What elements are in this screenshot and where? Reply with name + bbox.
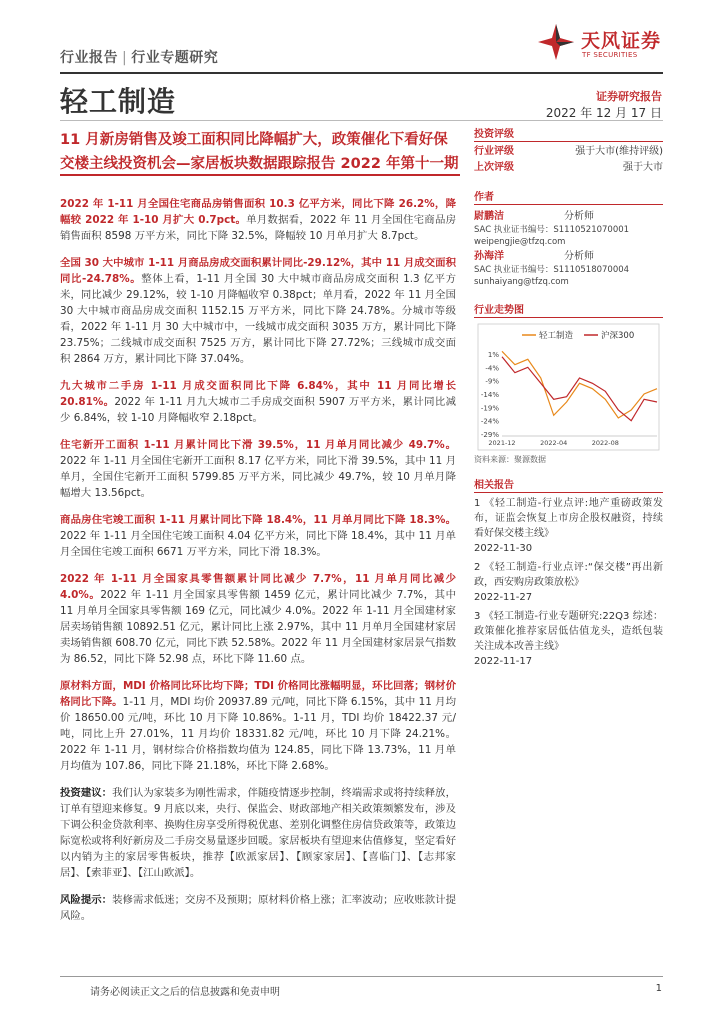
sector-rule [60,120,663,121]
paragraph-highlight: 九大城市二手房 1-11 月成交面积同比下降 6.84%，其中 11 月同比增长 20.81%。 [60,380,456,408]
related-report-no: 3 [474,611,481,622]
author-role: 分析师 [564,251,594,262]
series-line [502,357,657,421]
related-report-item[interactable] [474,496,663,556]
sector-title: 轻工制造 [60,85,177,118]
rating-row [474,144,663,160]
rating-value: 强于大市 [623,162,663,173]
y-tick-label: -24% [480,417,499,426]
paragraph-body: 装修需求低迷；交房不及预期；原材料价格上涨；汇率波动；应收账款计提风险。 [60,894,456,922]
paragraph-body: 2022 年 1-11 月全国家具零售额 1459 亿元，累计同比减少 7.7%，其中 11 月单月全国家具零售额 169 亿元，同比减少 4.0%。2022 年 1-11 月全国建材家居卖场销售额 10892.51 亿元，累计同比上涨 2.97%，其中 11 月单月全国建材家居卖场销售额 608.70 亿元，同比下跌 52.58%。2022 年 11 月全国建材家居景气指数为 86.52，同比下降 52.98 点，环比下降 11.60 点。 [60,589,456,665]
related-list [474,496,663,669]
paragraph-body: 2022 年 1-11 月九大城市二手房成交面积 5907 万平方米，累计同比减少 6.84%，较 1-10 月降幅收窄 2.18pct。 [60,396,457,424]
summary-paragraph [60,437,456,501]
footer-disclaimer: 请务必阅读正文之后的信息披露和免责申明 [90,987,280,998]
logo-text-en: TF SECURITIES [582,51,638,59]
author-name: 尉鹏洁 [474,211,504,222]
page-number: 1 [655,983,662,994]
logo-mark-icon [534,20,578,64]
related-report-title: 《轻工制造-行业点评:“保交楼”再出新政，西安购房政策放松》 [474,562,663,588]
author-email[interactable]: weipengjie@tfzq.com [474,237,566,247]
summary-paragraph [60,892,456,924]
author-block [474,188,663,288]
x-tick-label: 2022-08 [591,439,619,447]
summary-paragraph [60,378,456,426]
related-block [474,476,663,673]
y-tick-label: -29% [480,431,499,439]
y-tick-label: 1% [487,351,499,359]
paragraph-body: 整体上看，1-11 月全国 30 大中城市商品房成交面积 1.3 亿平方米，同比减少 29.12%，较 1-10 月降幅收窄 0.38pct；单月看，2022 年 11 月全国 30 大中城市商品房成交面积 1152.15 万平方米，同比下降 24.78%。分城市等级看，2022 年 1-11 月 30 大中城市中，一线城市成交面积 3035 万方，累计同比下降 23.75%；二线城市成交面积 7525 万方，累计同比下降 27.72%；三线城市成交面积 2864 万方，累计同比下降 37.04%。 [60,273,457,365]
related-report-item[interactable] [474,609,663,669]
author-role: 分析师 [564,211,594,222]
author-entry [474,250,663,288]
paragraph-body: 我们认为家装多为刚性需求，伴随疫情逐步控制，终端需求或将持续释放，订单有望迎来修复。9 月底以来，央行、保监会、财政部地产相关政策频繁发布，涉及下调公积金贷款利率、换购住房享受所得税优惠、差别化调整住房信贷政策等，政策边际宽松或将利好新房及二手房交易量逐步回暖。家居板块有望迎来估值修复，坚定看好以内销为主的家居零售板块，推荐【欧派家居】、【顾家家居】、【喜临门】、【志邦家居】、【索菲亚】、【江山欧派】。 [60,787,456,879]
rating-key: 行业评级 [474,146,514,157]
paragraph-highlight: 2022 年 1-11 月全国住宅商品房销售面积 10.3 亿平方米，同比下降 26.2%，降幅较 2022 年 1-10 月扩大 0.7pct。 [60,198,456,226]
rating-key: 上次评级 [474,162,514,173]
rating-value: 强于大市(维持评级) [575,146,663,157]
related-report-title: 《轻工制造-行业专题研究:22Q3 综述：政策催化推荐家居低估值龙头，造纸包装关注成本改善主线》 [474,611,663,652]
y-tick-label: -4% [485,364,499,373]
summary-paragraph [60,678,456,774]
trend-title: 行业走势图 [474,301,663,318]
paragraph-body: 2022 年 1-11 月全国住宅新开工面积 8.17 亿平方米，同比下滑 39.5%，其中 11 月单月，全国住宅新开工面积 5799.85 万平方米，同比减少 49.7%，较 10 月单月降幅增大 13.56pct。 [60,455,456,499]
author-sac: SAC 执业证书编号：S1110518070004 [474,265,630,275]
header-rule [60,72,663,74]
author-name: 孙海洋 [474,251,504,262]
paragraph-body: 单月数据看，2022 年 11 月全国住宅商品房销售面积 8598 万平方米，同比下降 32.5%，降幅较 10 月单月扩大 8.7pct。 [60,214,457,242]
legend-label: 轻工制造 [539,331,574,341]
related-report-title: 《轻工制造-行业点评:地产重磅政策发布，证监会恢复上市房企股权融资，持续看好保交楼主线》 [474,498,663,539]
paragraph-highlight: 全国 30 大中城市 1-11 月商品房成交面积累计同比-29.12%，其中 11 月成交面积同比-24.78%。 [60,257,456,285]
report-type-a: 行业报告 [60,50,118,66]
chart-frame [478,324,659,450]
y-tick-label: -19% [480,404,499,413]
report-type-b: 行业专题研究 [131,50,219,66]
rating-title: 投资评级 [474,125,663,142]
research-type: 证券研究报告 [596,90,662,103]
paragraph-highlight: 商品房住宅竣工面积 1-11 月累计同比下降 18.4%，11 月单月同比下降 18.3%。 [60,514,456,526]
x-tick-label: 2021-12 [488,439,516,447]
title-rule [60,174,460,176]
report-date: 2022 年 12 月 17 日 [545,106,662,120]
paragraph-highlight: 2022 年 1-11 月全国家具零售额累计同比减少 7.7%，11 月单月同比减少 4.0%。 [60,573,456,601]
rating-block [474,125,663,176]
legend-label: 沪深300 [601,331,635,341]
paragraph-highlight: 原材料方面，MDI 价格同比环比均下降；TDI 价格同比涨幅明显，环比回落；钢材价格同比下降。 [60,680,456,708]
related-report-date: 2022-11-27 [474,592,533,603]
related-report-item[interactable] [474,560,663,605]
paragraph-body: 2022 年 1-11 月全国住宅竣工面积 4.04 亿平方米，同比下降 18.4%，其中 11 月单月全国住宅竣工面积 6671 万平方米，同比下滑 18.3%。 [60,530,456,558]
summary-paragraph [60,196,456,244]
report-title: 11 月新房销售及竣工面积同比降幅扩大，政策催化下看好保交楼主线投资机会—家居板块数据跟踪报告 2022 年第十一期 [60,132,459,172]
summary-paragraph [60,255,456,367]
related-report-date: 2022-11-30 [474,543,533,554]
author-entry [474,210,663,248]
trend-block [474,301,663,465]
logo-text: 天风证券 [581,30,662,52]
summary-paragraph [60,571,456,667]
paragraph-lead: 风险提示： [60,894,113,906]
company-logo [534,18,674,68]
summary-paragraph [60,785,456,881]
main-content [60,196,456,935]
paragraph-lead: 投资建议： [60,787,113,799]
paragraph-body: 1-11 月，MDI 均价 20937.89 元/吨，同比下降 6.15%，其中 11 月均价 18650.00 元/吨，环比 10 月下降 10.86%。1-11 月，TDI 均价 18422.37 元/吨，同比上升 27.01%，11 月均价 18331.82 元/吨，环比 10 月下降 24.21%。2022 年 1-11 月，钢材综合价格指数均值为 124.85，同比下降 13.73%，11 月单月均值为 107.86，同比下降 21.18%，环比下降 2.68%。 [60,696,457,772]
series-line [502,351,657,418]
author-sac: SAC 执业证书编号：S1110521070001 [474,225,630,235]
footer-rule [60,976,663,977]
related-report-no: 2 [474,562,481,573]
trend-chart [474,322,663,452]
x-tick-label: 2022-04 [540,439,568,447]
y-tick-label: -14% [480,391,499,399]
y-tick-label: -9% [485,377,499,386]
author-title: 作者 [474,188,663,205]
report-type-sep: | [122,50,128,66]
paragraph-highlight: 住宅新开工面积 1-11 月累计同比下滑 39.5%，11 月单月同比减少 49.7%。 [60,439,456,451]
related-report-no: 1 [474,498,481,509]
related-report-date: 2022-11-17 [474,656,533,667]
author-email[interactable]: sunhaiyang@tfzq.com [474,277,569,287]
summary-paragraph [60,512,456,560]
report-type [60,47,218,67]
chart-source: 资料来源：聚源数据 [474,455,546,464]
rating-row [474,160,663,176]
related-title: 相关报告 [474,476,663,493]
